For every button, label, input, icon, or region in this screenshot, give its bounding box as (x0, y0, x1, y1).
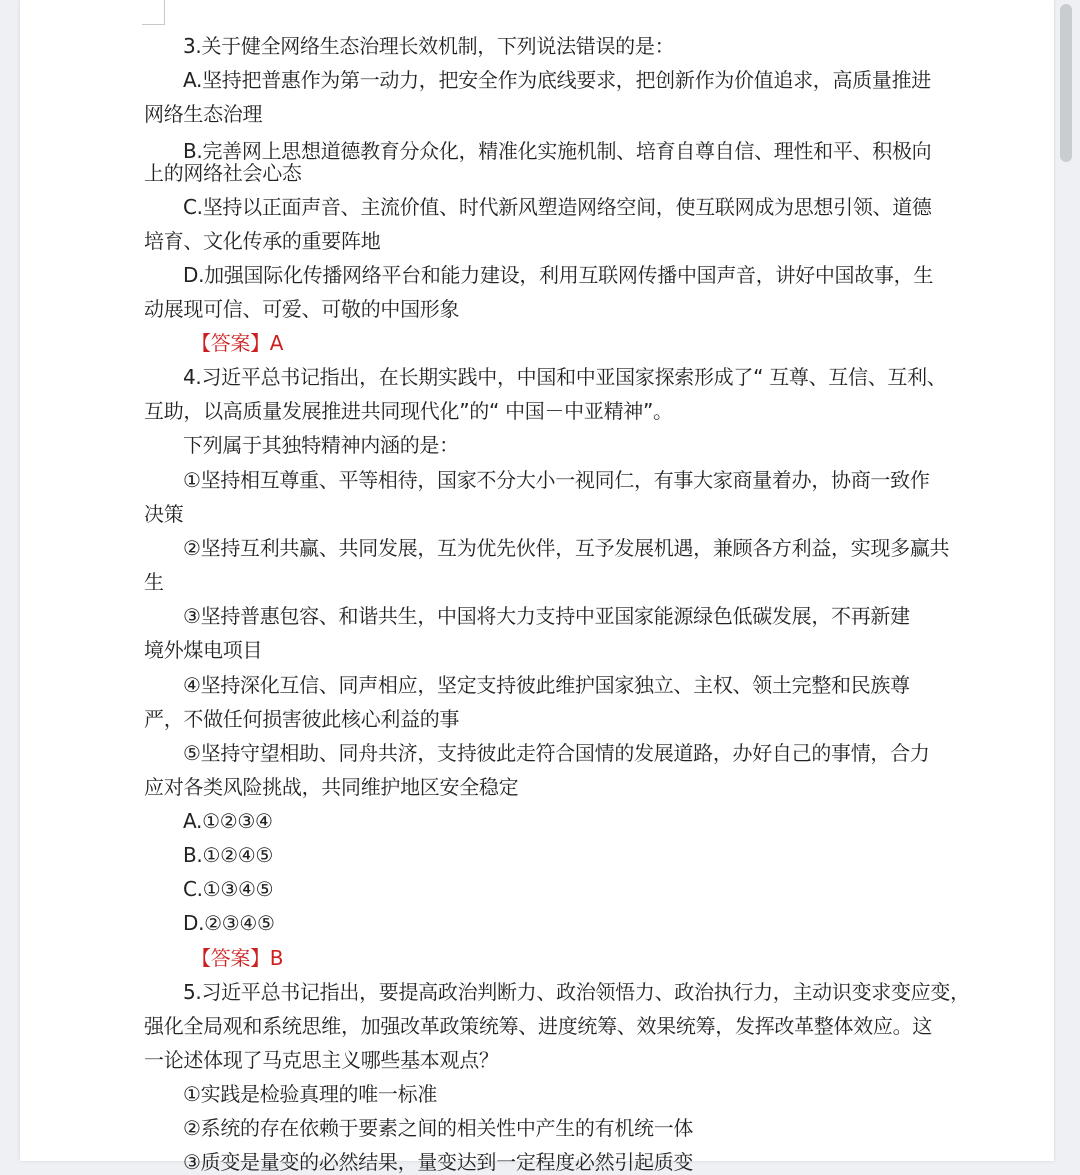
scrollbar-thumb[interactable] (1060, 4, 1072, 162)
question-5-item-2: ②系统的存在依赖于要素之间的相关性中产生的有机统一体 (183, 1116, 694, 1140)
question-3-option-d: D.加强国际化传播网络平台和能力建设，利用互联网传播中国声音，讲好中国故事，生 (183, 263, 934, 287)
question-4-option-d: D.②③④⑤ (183, 911, 275, 935)
question-3-option-d-cont: 动展现可信、可爱、可敬的中国形象 (144, 297, 460, 321)
question-5-item-3: ③质变是量变的必然结果，量变达到一定程度必然引起质变 (183, 1150, 694, 1174)
question-4-item-5: ⑤坚持守望相助、同舟共济，支持彼此走符合国情的发展道路，办好自己的事情，合力 (183, 741, 930, 765)
question-3-answer: 【答案】A (191, 331, 284, 355)
question-5-stem-cont-2: 一论述体现了马克思主义哪些基本观点？ (144, 1048, 499, 1072)
question-3-option-c-cont: 培育、文化传承的重要阵地 (144, 229, 381, 253)
question-4-item-1-cont: 决策 (144, 502, 184, 526)
question-5-stem: 5.习近平总书记指出，要提高政治判断力、政治领悟力、政治执行力，主动识变求变应变， (183, 980, 970, 1004)
vertical-scrollbar[interactable] (1056, 0, 1080, 1161)
question-3-option-b: B.完善网上思想道德教育分众化，精准化实施机制、培育自尊自信、理性和平、积极向 (183, 139, 932, 163)
question-4-stem: 4.习近平总书记指出，在长期实践中，中国和中亚国家探索形成了“ 互尊、互信、互利、 (183, 365, 947, 389)
question-4-option-a: A.①②③④ (183, 809, 273, 833)
question-4-answer: 【答案】B (191, 946, 284, 970)
question-3-option-b-cont: 上的网络社会心态 (144, 161, 302, 185)
page-corner-mark (142, 0, 165, 25)
question-4-item-4-cont: 严，不做任何损害彼此核心利益的事 (144, 707, 460, 731)
question-4-item-3-cont: 境外煤电项目 (144, 638, 263, 662)
question-4-item-5-cont: 应对各类风险挑战，共同维护地区安全稳定 (144, 775, 519, 799)
question-4-option-c: C.①③④⑤ (183, 877, 274, 901)
question-4-item-1: ①坚持相互尊重、平等相待，国家不分大小一视同仁，有事大家商量着办，协商一致作 (183, 468, 930, 492)
question-4-prompt: 下列属于其独特精神内涵的是： (183, 433, 459, 457)
document-page (20, 0, 1054, 1174)
question-4-item-3: ③坚持普惠包容、和谐共生，中国将大力支持中亚国家能源绿色低碳发展，不再新建 (183, 604, 910, 628)
question-3-option-a: A.坚持把普惠作为第一动力，把安全作为底线要求，把创新作为价值追求，高质量推进 (183, 68, 931, 92)
question-3-option-a-cont: 网络生态治理 (144, 102, 263, 126)
question-4-item-2: ②坚持互利共赢、共同发展，互为优先伙伴，互予发展机遇，兼顾各方利益，实现多赢共 (183, 536, 950, 560)
question-4-item-2-cont: 生 (144, 570, 164, 594)
question-5-item-1: ①实践是检验真理的唯一标准 (183, 1082, 438, 1106)
question-4-item-4: ④坚持深化互信、同声相应，坚定支持彼此维护国家独立、主权、领土完整和民族尊 (183, 673, 910, 697)
question-3-stem: 3.关于健全网络生态治理长效机制，下列说法错误的是： (183, 34, 675, 58)
question-5-stem-cont-1: 强化全局观和系统思维，加强改革政策统筹、进度统筹、效果统筹，发挥改革整体效应。这 (144, 1014, 932, 1038)
question-4-stem-cont: 互助，以高质量发展推进共同现代化”的“ 中国－中亚精神”。 (144, 399, 673, 423)
question-4-option-b: B.①②④⑤ (183, 843, 273, 867)
question-3-option-c: C.坚持以正面声音、主流价值、时代新风塑造网络空间，使互联网成为思想引领、道德 (183, 195, 932, 219)
